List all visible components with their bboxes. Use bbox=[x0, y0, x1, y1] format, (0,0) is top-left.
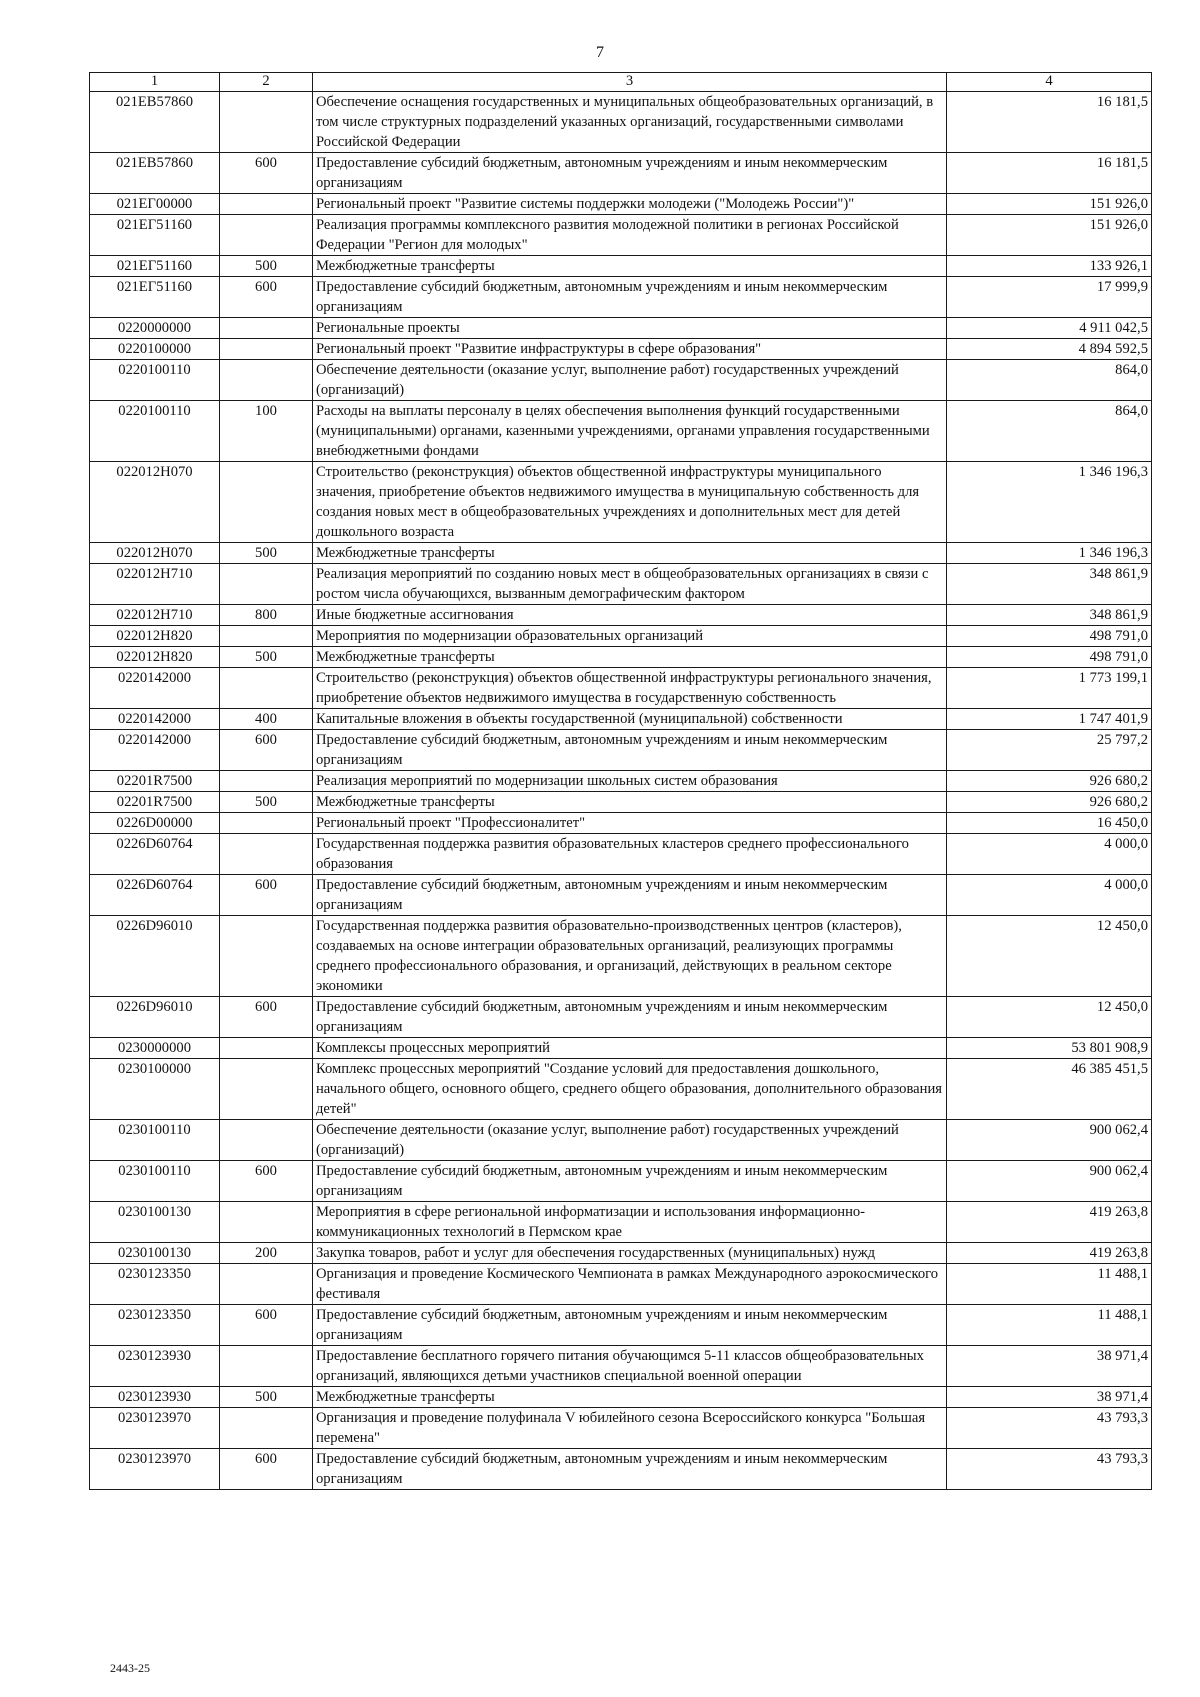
row-code: 0220142000 bbox=[90, 668, 220, 709]
row-amount: 864,0 bbox=[947, 360, 1152, 401]
row-expense-type: 500 bbox=[220, 256, 313, 277]
row-description: Капитальные вложения в объекты государственной (муниципальной) собственности bbox=[313, 709, 947, 730]
row-expense-type: 200 bbox=[220, 1243, 313, 1264]
table-row bbox=[90, 462, 1152, 543]
row-description: Предоставление субсидий бюджетным, автономным учреждениям и иным некоммерческим организациям bbox=[313, 730, 947, 771]
row-expense-type bbox=[220, 771, 313, 792]
row-expense-type bbox=[220, 668, 313, 709]
row-expense-type: 800 bbox=[220, 605, 313, 626]
row-amount: 151 926,0 bbox=[947, 194, 1152, 215]
row-description: Региональный проект "Развитие системы поддержки молодежи ("Молодежь России")" bbox=[313, 194, 947, 215]
row-expense-type: 400 bbox=[220, 709, 313, 730]
row-code: 021ЕГ51160 bbox=[90, 256, 220, 277]
row-amount: 16 181,5 bbox=[947, 92, 1152, 153]
row-amount: 900 062,4 bbox=[947, 1161, 1152, 1202]
row-description: Комплексы процессных мероприятий bbox=[313, 1038, 947, 1059]
row-code: 0230123970 bbox=[90, 1408, 220, 1449]
row-code: 0220142000 bbox=[90, 730, 220, 771]
row-description: Предоставление субсидий бюджетным, автономным учреждениям и иным некоммерческим организациям bbox=[313, 1449, 947, 1490]
table-row bbox=[90, 256, 1152, 277]
table-row bbox=[90, 1161, 1152, 1202]
row-code: 0230100000 bbox=[90, 1059, 220, 1120]
row-amount: 38 971,4 bbox=[947, 1387, 1152, 1408]
row-description: Предоставление субсидий бюджетным, автономным учреждениям и иным некоммерческим организациям bbox=[313, 1161, 947, 1202]
row-code: 0226D00000 bbox=[90, 813, 220, 834]
row-amount: 926 680,2 bbox=[947, 771, 1152, 792]
row-code: 0220100110 bbox=[90, 360, 220, 401]
row-description: Иные бюджетные ассигнования bbox=[313, 605, 947, 626]
row-code: 0230100130 bbox=[90, 1202, 220, 1243]
table-row bbox=[90, 1120, 1152, 1161]
row-amount: 17 999,9 bbox=[947, 277, 1152, 318]
row-description: Строительство (реконструкция) объектов общественной инфраструктуры муниципального значения, приобретение объектов недвижимого имущества в муниципальную собственность для создания новых мест в общеобразовательных учреждениях и дополнительных мест для детей дошкольного возраста bbox=[313, 462, 947, 543]
row-code: 022012Н070 bbox=[90, 543, 220, 564]
row-description: Предоставление субсидий бюджетным, автономным учреждениям и иным некоммерческим организациям bbox=[313, 1305, 947, 1346]
row-amount: 133 926,1 bbox=[947, 256, 1152, 277]
row-amount: 864,0 bbox=[947, 401, 1152, 462]
table-row bbox=[90, 564, 1152, 605]
row-expense-type bbox=[220, 194, 313, 215]
row-code: 0230100110 bbox=[90, 1161, 220, 1202]
row-description: Межбюджетные трансферты bbox=[313, 792, 947, 813]
row-amount: 926 680,2 bbox=[947, 792, 1152, 813]
table-row bbox=[90, 1264, 1152, 1305]
row-expense-type bbox=[220, 92, 313, 153]
row-expense-type bbox=[220, 1059, 313, 1120]
row-code: 0230100130 bbox=[90, 1243, 220, 1264]
row-code: 0220142000 bbox=[90, 709, 220, 730]
row-expense-type bbox=[220, 1264, 313, 1305]
row-description: Обеспечение деятельности (оказание услуг, выполнение работ) государственных учреждений (организаций) bbox=[313, 1120, 947, 1161]
row-description: Расходы на выплаты персоналу в целях обеспечения выполнения функций государственными (муниципальными) органами, казенными учреждениями, органами управления государственными внебюджетными фондами bbox=[313, 401, 947, 462]
row-expense-type bbox=[220, 1408, 313, 1449]
row-description: Строительство (реконструкция) объектов общественной инфраструктуры регионального значения, приобретение объектов недвижимого имущества в государственную собственность bbox=[313, 668, 947, 709]
row-expense-type bbox=[220, 462, 313, 543]
table-row bbox=[90, 792, 1152, 813]
row-amount: 12 450,0 bbox=[947, 916, 1152, 997]
table-row bbox=[90, 318, 1152, 339]
table-row bbox=[90, 875, 1152, 916]
row-expense-type: 500 bbox=[220, 647, 313, 668]
row-description: Межбюджетные трансферты bbox=[313, 1387, 947, 1408]
row-amount: 151 926,0 bbox=[947, 215, 1152, 256]
table-row bbox=[90, 215, 1152, 256]
document-number: 2443-25 bbox=[110, 1661, 150, 1675]
row-code: 02201R7500 bbox=[90, 771, 220, 792]
row-code: 0226D60764 bbox=[90, 875, 220, 916]
row-description: Организация и проведение полуфинала V юбилейного сезона Всероссийского конкурса "Большая перемена" bbox=[313, 1408, 947, 1449]
table-row bbox=[90, 543, 1152, 564]
row-code: 022012Н070 bbox=[90, 462, 220, 543]
table-row bbox=[90, 401, 1152, 462]
column-number: 2 bbox=[220, 73, 313, 92]
column-number: 3 bbox=[313, 73, 947, 92]
row-expense-type: 100 bbox=[220, 401, 313, 462]
row-expense-type: 600 bbox=[220, 1449, 313, 1490]
table-row bbox=[90, 360, 1152, 401]
page-number: 7 bbox=[596, 44, 604, 61]
row-code: 0230123350 bbox=[90, 1305, 220, 1346]
row-amount: 46 385 451,5 bbox=[947, 1059, 1152, 1120]
row-description: Предоставление субсидий бюджетным, автономным учреждениям и иным некоммерческим организациям bbox=[313, 875, 947, 916]
row-amount: 498 791,0 bbox=[947, 626, 1152, 647]
table-row bbox=[90, 277, 1152, 318]
column-number: 1 bbox=[90, 73, 220, 92]
table-row bbox=[90, 1243, 1152, 1264]
budget-table bbox=[89, 72, 1152, 1490]
row-amount: 1 747 401,9 bbox=[947, 709, 1152, 730]
row-amount: 43 793,3 bbox=[947, 1408, 1152, 1449]
row-amount: 12 450,0 bbox=[947, 997, 1152, 1038]
row-amount: 348 861,9 bbox=[947, 605, 1152, 626]
table-row bbox=[90, 153, 1152, 194]
table-header bbox=[90, 73, 1152, 92]
table-row bbox=[90, 626, 1152, 647]
row-expense-type bbox=[220, 564, 313, 605]
row-code: 021ЕВ57860 bbox=[90, 92, 220, 153]
column-number-row bbox=[90, 73, 1152, 92]
row-expense-type bbox=[220, 626, 313, 647]
row-description: Комплекс процессных мероприятий "Создание условий для предоставления дошкольного, начального общего, основного общего, среднего общего образования, дополнительного образования детей" bbox=[313, 1059, 947, 1120]
column-number: 4 bbox=[947, 73, 1152, 92]
row-description: Предоставление субсидий бюджетным, автономным учреждениям и иным некоммерческим организациям bbox=[313, 153, 947, 194]
row-expense-type: 600 bbox=[220, 730, 313, 771]
row-code: 022012Н710 bbox=[90, 564, 220, 605]
row-description: Региональные проекты bbox=[313, 318, 947, 339]
row-code: 0220000000 bbox=[90, 318, 220, 339]
row-code: 02201R7500 bbox=[90, 792, 220, 813]
row-description: Организация и проведение Космического Чемпионата в рамках Международного аэрокосмического фестиваля bbox=[313, 1264, 947, 1305]
row-code: 021ЕГ51160 bbox=[90, 215, 220, 256]
row-description: Межбюджетные трансферты bbox=[313, 256, 947, 277]
table-row bbox=[90, 1408, 1152, 1449]
row-expense-type bbox=[220, 215, 313, 256]
row-description: Государственная поддержка развития образовательных кластеров среднего профессионального образования bbox=[313, 834, 947, 875]
row-code: 0220100110 bbox=[90, 401, 220, 462]
row-code: 0226D96010 bbox=[90, 997, 220, 1038]
row-code: 0230000000 bbox=[90, 1038, 220, 1059]
row-amount: 4 000,0 bbox=[947, 834, 1152, 875]
row-expense-type bbox=[220, 916, 313, 997]
row-code: 0230123350 bbox=[90, 1264, 220, 1305]
row-code: 0230123970 bbox=[90, 1449, 220, 1490]
table-row bbox=[90, 605, 1152, 626]
table-row bbox=[90, 730, 1152, 771]
table-row bbox=[90, 1038, 1152, 1059]
row-expense-type: 600 bbox=[220, 1161, 313, 1202]
row-code: 0230123930 bbox=[90, 1387, 220, 1408]
row-expense-type: 500 bbox=[220, 543, 313, 564]
row-description: Межбюджетные трансферты bbox=[313, 647, 947, 668]
row-amount: 53 801 908,9 bbox=[947, 1038, 1152, 1059]
table-row bbox=[90, 1449, 1152, 1490]
row-expense-type: 600 bbox=[220, 277, 313, 318]
row-description: Предоставление субсидий бюджетным, автономным учреждениям и иным некоммерческим организациям bbox=[313, 997, 947, 1038]
row-amount: 498 791,0 bbox=[947, 647, 1152, 668]
row-amount: 1 346 196,3 bbox=[947, 462, 1152, 543]
row-amount: 43 793,3 bbox=[947, 1449, 1152, 1490]
row-amount: 4 911 042,5 bbox=[947, 318, 1152, 339]
table-body bbox=[90, 92, 1152, 1490]
row-description: Региональный проект "Профессионалитет" bbox=[313, 813, 947, 834]
row-expense-type: 600 bbox=[220, 1305, 313, 1346]
row-description: Обеспечение деятельности (оказание услуг, выполнение работ) государственных учреждений (организаций) bbox=[313, 360, 947, 401]
row-expense-type bbox=[220, 834, 313, 875]
row-expense-type bbox=[220, 360, 313, 401]
row-code: 022012Н710 bbox=[90, 605, 220, 626]
row-amount: 11 488,1 bbox=[947, 1264, 1152, 1305]
table-row bbox=[90, 916, 1152, 997]
row-description: Предоставление субсидий бюджетным, автономным учреждениям и иным некоммерческим организациям bbox=[313, 277, 947, 318]
row-description: Мероприятия по модернизации образовательных организаций bbox=[313, 626, 947, 647]
table-row bbox=[90, 813, 1152, 834]
row-code: 021ЕГ00000 bbox=[90, 194, 220, 215]
row-code: 021ЕВ57860 bbox=[90, 153, 220, 194]
row-description: Предоставление бесплатного горячего питания обучающимся 5-11 классов общеобразовательных организаций, являющихся детьми участников специальной военной операции bbox=[313, 1346, 947, 1387]
table-row bbox=[90, 834, 1152, 875]
row-code: 021ЕГ51160 bbox=[90, 277, 220, 318]
table-row bbox=[90, 1305, 1152, 1346]
row-code: 0226D96010 bbox=[90, 916, 220, 997]
row-description: Межбюджетные трансферты bbox=[313, 543, 947, 564]
row-amount: 38 971,4 bbox=[947, 1346, 1152, 1387]
row-amount: 4 894 592,5 bbox=[947, 339, 1152, 360]
table-row bbox=[90, 1346, 1152, 1387]
row-amount: 4 000,0 bbox=[947, 875, 1152, 916]
row-amount: 900 062,4 bbox=[947, 1120, 1152, 1161]
row-description: Мероприятия в сфере региональной информатизации и использования информационно-коммуникационных технологий в Пермском крае bbox=[313, 1202, 947, 1243]
table-row bbox=[90, 92, 1152, 153]
row-description: Региональный проект "Развитие инфраструктуры в сфере образования" bbox=[313, 339, 947, 360]
row-description: Реализация мероприятий по модернизации школьных систем образования bbox=[313, 771, 947, 792]
row-expense-type bbox=[220, 1038, 313, 1059]
row-expense-type bbox=[220, 813, 313, 834]
row-expense-type bbox=[220, 318, 313, 339]
row-description: Реализация мероприятий по созданию новых мест в общеобразовательных организациях в связи с ростом числа обучающихся, вызванным демографическим фактором bbox=[313, 564, 947, 605]
table-row bbox=[90, 668, 1152, 709]
row-description: Государственная поддержка развития образовательно-производственных центров (кластеров), создаваемых на основе интеграции образовательных организаций, реализующих программы среднего профессионального образования, и организаций, действующих в реальном секторе экономики bbox=[313, 916, 947, 997]
table-row bbox=[90, 1059, 1152, 1120]
row-amount: 11 488,1 bbox=[947, 1305, 1152, 1346]
table-row bbox=[90, 771, 1152, 792]
row-amount: 419 263,8 bbox=[947, 1202, 1152, 1243]
row-code: 0226D60764 bbox=[90, 834, 220, 875]
row-expense-type: 600 bbox=[220, 875, 313, 916]
row-code: 022012Н820 bbox=[90, 626, 220, 647]
row-expense-type bbox=[220, 1346, 313, 1387]
row-amount: 348 861,9 bbox=[947, 564, 1152, 605]
row-code: 0230123930 bbox=[90, 1346, 220, 1387]
row-amount: 16 181,5 bbox=[947, 153, 1152, 194]
table-row bbox=[90, 1387, 1152, 1408]
table-row bbox=[90, 1202, 1152, 1243]
row-expense-type bbox=[220, 339, 313, 360]
table-row bbox=[90, 194, 1152, 215]
table-row bbox=[90, 339, 1152, 360]
row-amount: 1 346 196,3 bbox=[947, 543, 1152, 564]
row-code: 0230100110 bbox=[90, 1120, 220, 1161]
row-expense-type bbox=[220, 1120, 313, 1161]
row-amount: 16 450,0 bbox=[947, 813, 1152, 834]
row-code: 0220100000 bbox=[90, 339, 220, 360]
row-expense-type bbox=[220, 1202, 313, 1243]
row-expense-type: 600 bbox=[220, 153, 313, 194]
row-amount: 25 797,2 bbox=[947, 730, 1152, 771]
table-row bbox=[90, 997, 1152, 1038]
row-description: Реализация программы комплексного развития молодежной политики в регионах Российской Федерации "Регион для молодых" bbox=[313, 215, 947, 256]
table-row bbox=[90, 709, 1152, 730]
row-code: 022012Н820 bbox=[90, 647, 220, 668]
row-expense-type: 500 bbox=[220, 1387, 313, 1408]
row-expense-type: 600 bbox=[220, 997, 313, 1038]
row-amount: 1 773 199,1 bbox=[947, 668, 1152, 709]
row-description: Закупка товаров, работ и услуг для обеспечения государственных (муниципальных) нужд bbox=[313, 1243, 947, 1264]
table-row bbox=[90, 647, 1152, 668]
row-amount: 419 263,8 bbox=[947, 1243, 1152, 1264]
row-expense-type: 500 bbox=[220, 792, 313, 813]
row-description: Обеспечение оснащения государственных и муниципальных общеобразовательных организаций, в том числе структурных подразделений указанных организаций, государственными символами Российской Федерации bbox=[313, 92, 947, 153]
